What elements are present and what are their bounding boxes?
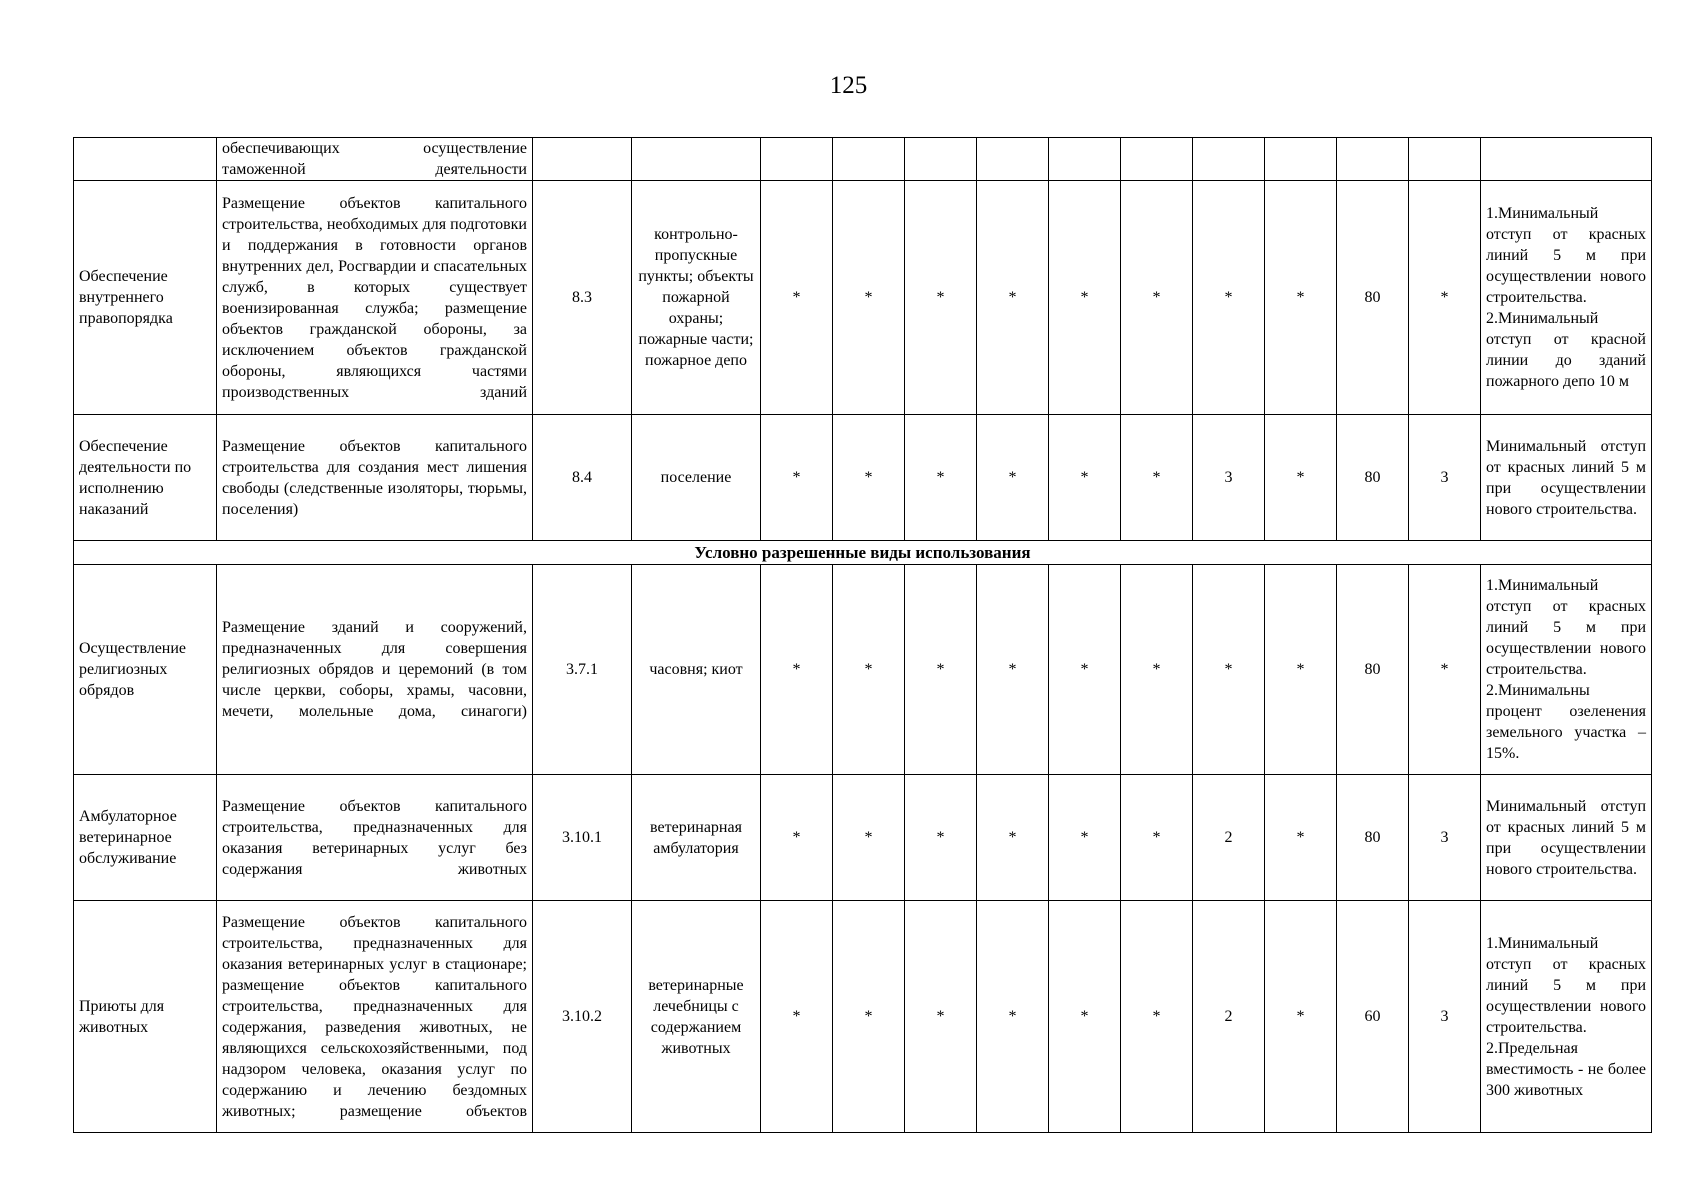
classifier-code-cell: 8.4	[533, 415, 632, 541]
notes-cell: 1.Минимальный отступ от красных линий 5 м при осуществлении нового строительства. 2.Предельная вместимость - не более 300 животных	[1481, 901, 1652, 1133]
parameter-cell: 80	[1337, 775, 1409, 901]
use-description-cell: Размещение объектов капитального строительства, предназначенных для оказания ветеринарных услуг в стационаре; размещение объектов капитального строительства, предназначенных для содержания, разведения животных, не являющихся сельскохозяйственными, под надзором человека, оказания услуг по содержанию и лечению бездомных животных; размещение объектов	[217, 901, 533, 1133]
notes-cell: Минимальный отступ от красных линий 5 м при осуществлении нового строительства.	[1481, 415, 1652, 541]
parameter-cell: *	[1409, 181, 1481, 415]
parameter-cell	[833, 138, 905, 181]
notes-cell: Минимальный отступ от красных линий 5 м при осуществлении нового строительства.	[1481, 775, 1652, 901]
parameter-cell: *	[1049, 775, 1121, 901]
parameter-cell: *	[905, 901, 977, 1133]
objects-cell	[632, 138, 761, 181]
notes-cell: 1.Минимальный отступ от красных линий 5 м при осуществлении нового строительства. 2.Минимальный отступ от красной линии до зданий пожарного депо 10 м	[1481, 181, 1652, 415]
parameter-cell: *	[833, 415, 905, 541]
table-row	[74, 415, 1652, 541]
parameter-cell	[905, 138, 977, 181]
parameter-cell: *	[977, 415, 1049, 541]
parameter-cell: *	[905, 181, 977, 415]
parameter-cell	[1409, 138, 1481, 181]
use-name-cell	[74, 138, 217, 181]
use-name-cell: Обеспечение внутреннего правопорядка	[74, 181, 217, 415]
parameter-cell: 80	[1337, 181, 1409, 415]
objects-cell: ветеринарные лечебницы с содержанием животных	[632, 901, 761, 1133]
parameter-cell: *	[1121, 565, 1193, 775]
parameter-cell: *	[977, 775, 1049, 901]
parameter-cell	[977, 138, 1049, 181]
parameter-cell: *	[1265, 181, 1337, 415]
parameter-cell: *	[1265, 901, 1337, 1133]
parameter-cell: 2	[1193, 901, 1265, 1133]
table-row	[74, 565, 1652, 775]
conditional-uses-rows	[74, 565, 1652, 1133]
parameter-cell: *	[905, 775, 977, 901]
page-number: 125	[829, 72, 868, 99]
parameter-cell: 80	[1337, 565, 1409, 775]
parameter-cell: *	[1049, 415, 1121, 541]
parameter-cell: *	[1265, 775, 1337, 901]
parameter-cell: *	[977, 181, 1049, 415]
objects-cell: контрольно-пропускные пункты; объекты пожарной охраны; пожарные части; пожарное депо	[632, 181, 761, 415]
parameter-cell: *	[1193, 565, 1265, 775]
parameter-cell: *	[1121, 181, 1193, 415]
parameter-cell: *	[1265, 415, 1337, 541]
parameter-cell: *	[1121, 901, 1193, 1133]
use-name-cell: Амбулаторное ветеринарное обслуживание	[74, 775, 217, 901]
parameter-cell: 3	[1409, 415, 1481, 541]
parameter-cell: *	[1265, 565, 1337, 775]
use-description-cell: Размещение зданий и сооружений, предназначенных для совершения религиозных обрядов и церемоний (в том числе церкви, соборы, храмы, часовни, мечети, молельные дома, синагоги)	[217, 565, 533, 775]
objects-cell: поселение	[632, 415, 761, 541]
parameter-cell	[1265, 138, 1337, 181]
section-title: Условно разрешенные виды использования	[74, 541, 1652, 565]
parameter-cell: *	[1049, 565, 1121, 775]
table-row	[74, 181, 1652, 415]
parameter-cell	[1121, 138, 1193, 181]
parameter-cell: *	[761, 415, 833, 541]
parameter-cell	[1193, 138, 1265, 181]
use-description-cell: Размещение объектов капитального строительства для создания мест лишения свободы (следственные изоляторы, тюрьмы, поселения)	[217, 415, 533, 541]
parameter-cell: *	[761, 901, 833, 1133]
parameter-cell: *	[905, 415, 977, 541]
classifier-code-cell: 3.7.1	[533, 565, 632, 775]
table-row	[74, 901, 1652, 1133]
parameter-cell: *	[833, 775, 905, 901]
classifier-code-cell	[533, 138, 632, 181]
parameter-cell: *	[905, 565, 977, 775]
parameter-cell: 3	[1409, 775, 1481, 901]
notes-cell: 1.Минимальный отступ от красных линий 5 м при осуществлении нового строительства. 2.Минимальны процент озеленения земельного участка – 15%.	[1481, 565, 1652, 775]
parameter-cell	[1049, 138, 1121, 181]
parameter-cell: 3	[1193, 415, 1265, 541]
parameter-cell: *	[1049, 181, 1121, 415]
parameter-cell: *	[977, 565, 1049, 775]
parameter-cell: *	[977, 901, 1049, 1133]
use-name-cell: Обеспечение деятельности по исполнению наказаний	[74, 415, 217, 541]
parameter-cell: *	[1409, 565, 1481, 775]
notes-cell	[1481, 138, 1652, 181]
parameter-cell: 60	[1337, 901, 1409, 1133]
zoning-regulations-table	[73, 137, 1652, 1133]
classifier-code-cell: 8.3	[533, 181, 632, 415]
parameter-cell: *	[1121, 775, 1193, 901]
parameter-cell: *	[1049, 901, 1121, 1133]
objects-cell: часовня; киот	[632, 565, 761, 775]
use-description-cell: Размещение объектов капитального строительства, предназначенных для оказания ветеринарных услуг без содержания животных	[217, 775, 533, 901]
parameter-cell: *	[761, 181, 833, 415]
section-header-row	[74, 541, 1652, 565]
use-name-cell: Осуществление религиозных обрядов	[74, 565, 217, 775]
permitted-uses-rows	[74, 138, 1652, 541]
use-description-cell: обеспечивающих осуществление таможенной деятельности	[217, 138, 533, 181]
table-row	[74, 138, 1652, 181]
use-description-cell: Размещение объектов капитального строительства, необходимых для подготовки и поддержания в готовности органов внутренних дел, Росгвардии и спасательных служб, в которых существует военизированная служба; размещение объектов гражданской обороны, за исключением объектов гражданской обороны, являющихся частями производственных зданий	[217, 181, 533, 415]
use-name-cell: Приюты для животных	[74, 901, 217, 1133]
classifier-code-cell: 3.10.1	[533, 775, 632, 901]
parameter-cell: *	[1193, 181, 1265, 415]
parameter-cell: *	[833, 565, 905, 775]
parameter-cell: *	[833, 901, 905, 1133]
classifier-code-cell: 3.10.2	[533, 901, 632, 1133]
parameter-cell: 3	[1409, 901, 1481, 1133]
parameter-cell: *	[833, 181, 905, 415]
parameter-cell: *	[761, 775, 833, 901]
parameter-cell	[761, 138, 833, 181]
table-row	[74, 775, 1652, 901]
parameter-cell: 2	[1193, 775, 1265, 901]
parameter-cell	[1337, 138, 1409, 181]
parameter-cell: *	[1121, 415, 1193, 541]
parameter-cell: *	[761, 565, 833, 775]
objects-cell: ветеринарная амбулатория	[632, 775, 761, 901]
parameter-cell: 80	[1337, 415, 1409, 541]
